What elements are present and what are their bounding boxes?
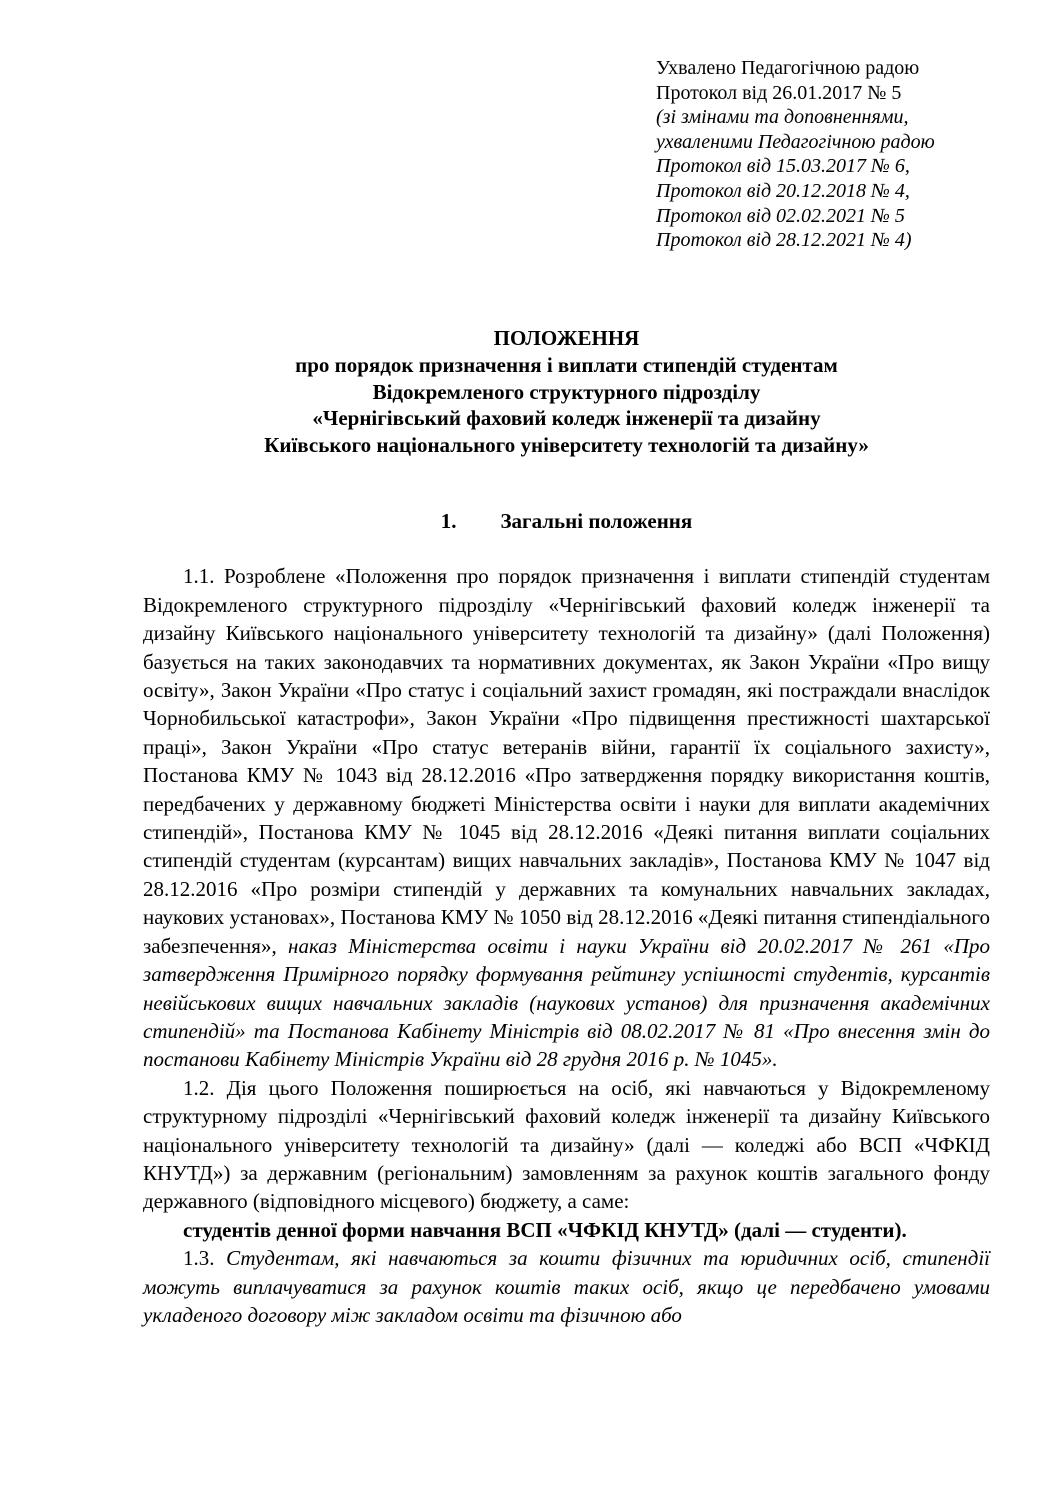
section-number: 1. <box>440 509 457 533</box>
approval-line: Протокол від 20.12.2018 № 4, <box>656 179 910 202</box>
paragraph-1-2: 1.2. Дія цього Положення поширюється на осіб, які навчаються у Відокремленому структурному підрозділі «Чернігівський фаховий коледж інженерії та дизайну Київського національного університету технологій та дизайну» (далі — коледжі або ВСП «ЧФКІД КНУТД») за державним (регіональним) замовленням за рахунок коштів загального фонду державного (відповідного місцевого) бюджету, а саме: <box>143 1075 990 1214</box>
title-line: «Чернігівський фаховий коледж інженерії та дизайну <box>312 406 821 431</box>
title-line: Київського національного університету технологій та дизайну» <box>264 433 869 458</box>
approval-line: (зі змінами та доповненнями, <box>656 106 909 129</box>
document-title <box>143 325 990 459</box>
approval-line: Протокол від 28.12.2021 № 4) <box>656 229 912 252</box>
paragraph-1-3 <box>143 1244 990 1329</box>
approval-line: Протокол від 15.03.2017 № 6, <box>656 155 910 178</box>
section-heading <box>143 507 990 535</box>
section-title: Загальні положення <box>500 509 693 533</box>
approval-block <box>656 56 935 253</box>
title-line: про порядок призначення і виплати стипендій студентам <box>295 352 838 377</box>
paragraph-1-3-italic-text: Студентам, які навчаються за кошти фізичних та юридичних осіб, стипендії можуть виплачуватися за рахунок коштів таких осіб, якщо це передбачено умовами укладеного договору між закладом освіти та фізичною або <box>143 1246 990 1327</box>
approval-line: Протокол від 02.02.2021 № 5 <box>656 204 905 227</box>
title-line: Відокремленого структурного підрозділу <box>372 379 761 404</box>
paragraph-1-1-regular-text: 1.1. Розроблене «Положення про порядок призначення і виплати стипендій студентам Відокремленого структурного підрозділу «Чернігівський фаховий коледж інженерії та дизайну Київського національного університету технологій та дизайну» (далі Положення) базується на таких законодавчих та нормативних документах, як Закон України «Про вищу освіту», Закон України «Про статус і соціальний захист громадян, які постраждали внаслідок Чорнобильської катастрофи», Закон України «Про підвищення престижності шахтарської праці», Закон України «Про статус ветеранів війни, гарантії їх соціального захисту», Постанова КМУ № 1043 від 28.12.2016 «Про затвердження порядку використання коштів, передбачених у державному бюджеті Міністерства освіти і науки для виплати академічних стипендій», Постанова КМУ № 1045 від 28.12.2016 «Деякі питання виплати соціальних стипендій студентам (курсантам) вищих навчальних закладів», Постанова КМУ № 1047 від 28.12.2016 «Про розміри стипендій у державних та комунальних навчальних закладах, наукових установах», Постанова КМУ № 1050 від 28.12.2016 «Деякі питання стипендіального забезпечення», <box>143 564 990 958</box>
paragraph-1-1-italic-text: наказ Міністерства освіти і науки України від 20.02.2017 № 261 «Про затвердження Примірного порядку формування рейтингу успішності студентів, курсантів невійськових вищих навчальних закладів (наукових установ) для призначення академічних стипендій» та Постанова Кабінету Міністрів від 08.02.2017 № 81 «Про внесення змін до постанови Кабінету Міністрів України від 28 грудня 2016 р. № 1045». <box>143 933 990 1072</box>
list-item-students: студентів денної форми навчання ВСП «ЧФКІД КНУТД» (далі — студенти). <box>183 1217 907 1242</box>
document-body <box>143 507 990 1329</box>
paragraph-1-3-number: 1.3. <box>183 1246 215 1271</box>
approval-line: Протокол від 26.01.2017 № 5 <box>656 81 902 104</box>
paragraph-1-1 <box>143 562 990 1073</box>
title-line: ПОЛОЖЕННЯ <box>493 326 640 350</box>
approval-line: Ухвалено Педагогічною радою <box>656 57 920 79</box>
approval-line: ухваленими Педагогічною радою <box>656 130 935 153</box>
